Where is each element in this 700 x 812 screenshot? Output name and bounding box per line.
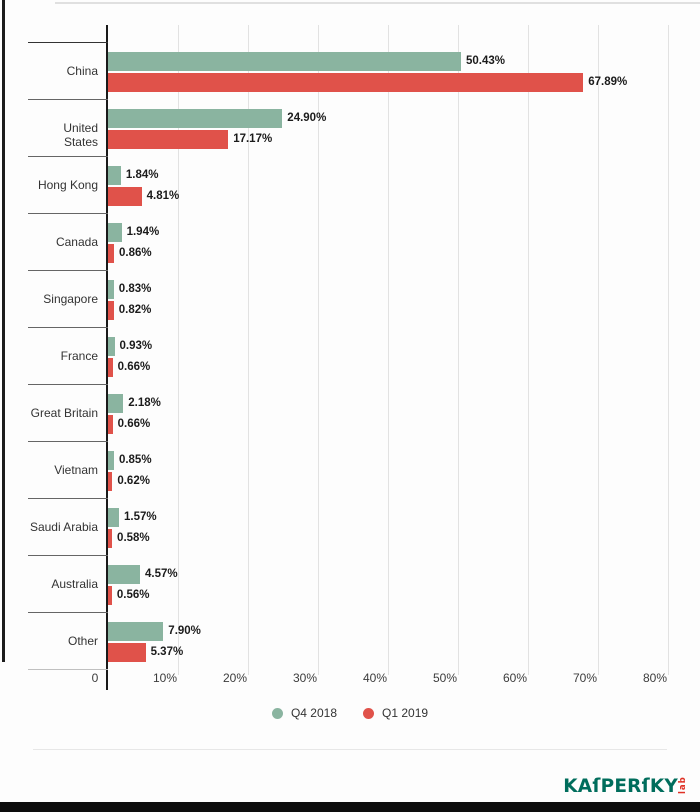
bar-q4-2018	[108, 223, 122, 242]
bar-value-label: 24.90%	[287, 112, 327, 124]
row-separator	[28, 213, 108, 214]
bar-q4-2018	[108, 451, 114, 470]
x-tick-label: 60%	[502, 671, 528, 685]
bar-value-label: 0.58%	[117, 532, 150, 544]
legend-label: Q4 2018	[290, 706, 337, 720]
legend-swatch	[272, 708, 283, 719]
bar-value-label: 0.93%	[119, 340, 153, 352]
bar-q1-2019	[108, 187, 142, 206]
row-separator	[28, 498, 108, 499]
kaspersky-logo	[563, 776, 688, 798]
legend-swatch	[363, 708, 374, 719]
x-tick-label: 50%	[432, 671, 458, 685]
bar-value-label: 4.57%	[144, 568, 178, 580]
grid-line	[598, 25, 599, 675]
category-label: Saudi Arabia	[29, 520, 98, 534]
row-separator	[28, 99, 108, 100]
bar-value-label: 0.83%	[118, 283, 152, 295]
bar-value-label: 5.37%	[150, 646, 184, 658]
bar-value-label: 50.43%	[466, 55, 506, 67]
chart-legend	[0, 706, 700, 720]
category-label: Vietnam	[54, 463, 98, 477]
category-label: Canada	[55, 235, 98, 249]
kaspersky-logo-text: KAſPERſKY	[563, 776, 678, 797]
bar-q1-2019	[108, 301, 114, 320]
x-tick-label: 20%	[222, 671, 248, 685]
legend-item	[363, 706, 428, 720]
bar-value-label: 0.82%	[118, 304, 152, 316]
category-label: France	[60, 349, 98, 363]
category-label: Other	[67, 634, 98, 648]
bar-q4-2018	[108, 622, 163, 641]
x-tick-label: 0	[91, 671, 99, 685]
grid-line	[528, 25, 529, 675]
x-tick-label: 40%	[362, 671, 388, 685]
row-separator	[28, 555, 108, 556]
bar-value-label: 1.57%	[123, 511, 157, 523]
bar-q4-2018	[108, 52, 461, 71]
grid-line	[388, 25, 389, 675]
bar-q1-2019	[108, 130, 228, 149]
row-separator	[28, 42, 108, 43]
category-label: Hong Kong	[37, 178, 98, 192]
category-label: Great Britain	[30, 406, 98, 420]
bar-q4-2018	[108, 166, 121, 185]
bar-value-label: 0.66%	[117, 361, 151, 373]
row-separator	[28, 669, 108, 670]
bar-value-label: 0.66%	[117, 418, 151, 430]
row-separator	[28, 612, 108, 613]
row-separator	[28, 327, 108, 328]
bar-q1-2019	[108, 358, 113, 377]
legend-item	[272, 706, 337, 720]
bar-value-label: 17.17%	[233, 133, 273, 145]
x-tick-label: 70%	[572, 671, 598, 685]
bar-q4-2018	[108, 565, 140, 584]
category-label: Australia	[51, 577, 98, 591]
bar-q4-2018	[108, 109, 282, 128]
bar-q1-2019	[108, 415, 113, 434]
bar-q1-2019	[108, 529, 112, 548]
bar-value-label: 1.84%	[125, 169, 159, 181]
bar-value-label: 4.81%	[146, 190, 180, 202]
bar-q1-2019	[108, 472, 112, 491]
row-separator	[28, 156, 108, 157]
row-separator	[28, 441, 108, 442]
legend-label: Q1 2019	[382, 706, 429, 720]
category-label: China	[66, 64, 98, 78]
category-label: United States	[63, 121, 98, 149]
row-separator	[28, 384, 108, 385]
bar-q4-2018	[108, 394, 123, 413]
bar-q1-2019	[108, 643, 146, 662]
bar-value-label: 0.56%	[116, 589, 150, 601]
row-separator	[28, 270, 108, 271]
bar-q1-2019	[108, 586, 112, 605]
kaspersky-logo-lab-text: lab	[678, 776, 688, 794]
bar-value-label: 0.62%	[117, 475, 150, 487]
x-tick-label: 80%	[642, 671, 668, 685]
bar-q1-2019	[108, 244, 114, 263]
bar-q4-2018	[108, 508, 119, 527]
category-label: Singapore	[43, 292, 98, 306]
bar-q4-2018	[108, 280, 114, 299]
bar-value-label: 2.18%	[128, 397, 161, 409]
bar-value-label: 7.90%	[168, 625, 201, 637]
grid-line	[458, 25, 459, 675]
bar-value-label: 0.86%	[119, 247, 152, 259]
x-tick-label: 10%	[152, 671, 178, 685]
bar-value-label: 0.85%	[118, 454, 152, 466]
bar-value-label: 1.94%	[126, 226, 160, 238]
bar-q4-2018	[108, 337, 115, 356]
footer-divider	[33, 749, 667, 750]
x-tick-label: 30%	[292, 671, 318, 685]
bar-q1-2019	[108, 73, 583, 92]
bottom-black-bar	[0, 802, 700, 812]
grid-line	[668, 25, 669, 675]
bar-value-label: 67.89%	[588, 76, 628, 88]
